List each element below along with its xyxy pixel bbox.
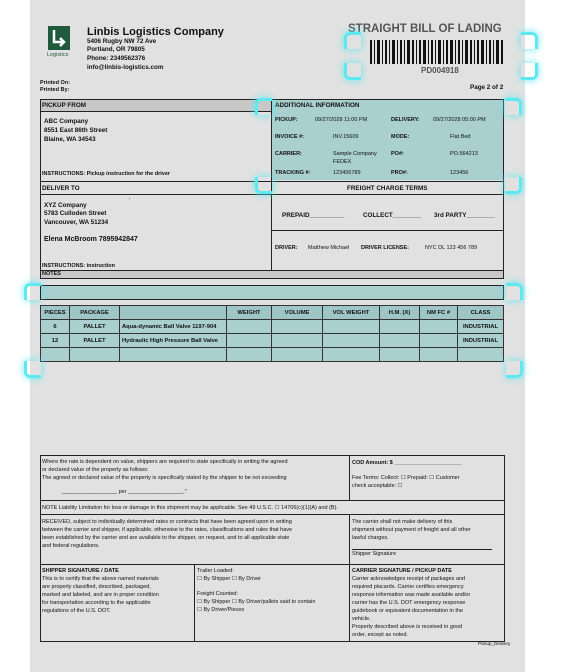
driver-value: Matthew Michael xyxy=(308,245,350,251)
pro-value: 123456 xyxy=(450,170,469,176)
cell-package: PALLET xyxy=(70,334,120,348)
cell-vol-weight xyxy=(323,320,380,334)
deliver-name: XYZ Company xyxy=(44,202,87,209)
carrier-value-2: FEDEX xyxy=(333,159,352,165)
focus-bracket xyxy=(24,361,41,378)
col-pieces: PIECES xyxy=(41,306,70,320)
shipper-sig-text-2: are properly classified, described, packaged, xyxy=(42,584,151,590)
shipper-signature-label[interactable]: Shipper Signature xyxy=(352,551,397,557)
barcode xyxy=(370,40,504,64)
printed-on: Printed On: xyxy=(40,80,70,86)
cell-description: Hydraulic High Pressure Ball Valve xyxy=(120,334,227,348)
freight-option-2[interactable]: ☐ By Driver/Pieces xyxy=(197,607,245,613)
third-party-field[interactable]: 3rd PARTY________ xyxy=(434,212,495,219)
col-hm: H.M. (X) xyxy=(380,306,420,320)
items-table xyxy=(40,305,504,362)
freight-counted: Freight Counted: xyxy=(197,591,238,597)
mode-label: MODE: xyxy=(391,134,410,140)
deliver-city: Vancouver, WA 51234 xyxy=(44,219,109,226)
value-text-2: or declared value of the property as follows: xyxy=(42,467,149,473)
col-package: PACKAGE xyxy=(70,306,120,320)
received-4: and federal regulations. xyxy=(42,543,100,549)
cell-nmfc xyxy=(420,320,458,334)
focus-bracket xyxy=(521,63,538,80)
cell-vol-weight xyxy=(323,334,380,348)
driver-label: DRIVER: xyxy=(275,245,298,251)
focus-bracket xyxy=(506,361,523,378)
cell-weight xyxy=(227,320,272,334)
notes-label: NOTES xyxy=(42,271,61,277)
carrier-label: CARRIER: xyxy=(275,151,302,157)
fee-terms-2[interactable]: check acceptable: ☐ xyxy=(352,483,403,489)
pickup-label: PICKUP: xyxy=(275,117,298,123)
po-value: PO.564213 xyxy=(450,151,478,157)
cell-class: INDUSTRIAL xyxy=(458,320,504,334)
cell-weight xyxy=(227,348,272,362)
carrier-sig-text-1: Carrier acknowledges receipt of packages and xyxy=(352,576,466,582)
carrier-sig-header: CARRIER SIGNATURE / PICKUP DATE xyxy=(352,568,452,574)
carrier-sig-text-3: response information was made available and/or xyxy=(352,592,471,598)
no-deliver-1: The carrier shall not make delivery of this xyxy=(352,519,453,525)
cell-nmfc xyxy=(420,348,458,362)
col-weight: WEIGHT xyxy=(227,306,272,320)
additional-info-panel xyxy=(272,100,503,180)
cell-description: Aqua-dynamic Ball Valve 1197-904 xyxy=(120,320,227,334)
focus-bracket xyxy=(24,283,41,300)
focus-bracket xyxy=(344,32,361,49)
col-volume: VOLUME xyxy=(272,306,323,320)
company-name: Linbis Logistics Company xyxy=(87,26,224,38)
cell-vol-weight xyxy=(323,348,380,362)
pro-label: PRO#: xyxy=(391,170,408,176)
pickup-name: ABC Company xyxy=(44,118,89,125)
cell-volume xyxy=(272,334,323,348)
cell-pieces: 6 xyxy=(41,320,70,334)
page-number: Page 2 of 2 xyxy=(470,84,504,91)
pickup-street: 8551 East 86th Street xyxy=(44,127,108,134)
deliver-mark: ' xyxy=(129,198,131,204)
no-deliver-3: lawful charges. xyxy=(352,535,389,541)
pickup-from-title: PICKUP FROM xyxy=(42,102,86,109)
col-description xyxy=(120,306,227,320)
trailer-options[interactable]: ☐ By Shipper ☐ By Driver xyxy=(197,576,261,582)
focus-bracket xyxy=(521,32,538,49)
focus-bracket xyxy=(506,283,523,300)
carrier-sig-text-8: order, except as noted. xyxy=(352,632,408,638)
cell-volume xyxy=(272,320,323,334)
delivery-value: 09/27/2028 05:00 PM xyxy=(433,117,486,123)
delivery-label: DELIVERY: xyxy=(391,117,420,123)
doc-title: STRAIGHT BILL OF LADING xyxy=(348,23,502,35)
doc-number: PD004918 xyxy=(421,66,459,75)
notes-bar xyxy=(40,270,504,279)
col-nmfc: NM FC # xyxy=(420,306,458,320)
company-address2: Portland, OR 79805 xyxy=(87,46,145,53)
fee-terms-1[interactable]: Fee Terms: Collect: ☐ Prepaid: ☐ Customer xyxy=(352,475,460,481)
cell-pieces: 12 xyxy=(41,334,70,348)
value-line: __________________ per __________________." xyxy=(62,489,187,495)
focus-bracket xyxy=(255,177,272,194)
value-text-3: The agreed or declared value of the property is specifically stated by the shipper to be not exceeding xyxy=(42,475,287,481)
focus-bracket xyxy=(505,98,522,115)
deliver-instructions: INSTRUCTIONS: instruction xyxy=(42,263,116,269)
col-class: CLASS xyxy=(458,306,504,320)
carrier-value: Sample Company xyxy=(333,151,377,157)
pickup-instructions: INSTRUCTIONS: Pickup instruction for the driver xyxy=(42,171,171,177)
company-phone: Phone: 2349562376 xyxy=(87,55,146,62)
carrier-sig-text-7: Property described above is received in good xyxy=(352,624,463,630)
shipper-sig-text-4: for transportation according to the applicable xyxy=(42,600,151,606)
cod-amount[interactable]: COD Amount: $ ______________________ xyxy=(352,460,462,466)
deliver-street: 5783 Culloden Street xyxy=(44,210,107,217)
license-label: DRIVER LICENSE: xyxy=(361,245,409,251)
cell-description xyxy=(120,348,227,362)
deliver-contact: Elena McBroom 7895942847 xyxy=(44,236,138,243)
cell-hm xyxy=(380,348,420,362)
cell-hm xyxy=(380,320,420,334)
cell-hm xyxy=(380,334,420,348)
carrier-sig-text-2: required placards. Carrier certifies emergency xyxy=(352,584,464,590)
company-address1: 5406 Rugby NW 72 Ave xyxy=(87,38,157,45)
shipper-sig-text-1: This is to certify that the above named materials xyxy=(42,576,159,582)
notes-input[interactable] xyxy=(40,285,504,300)
table-row xyxy=(41,348,504,362)
cell-class: INDUSTRIAL xyxy=(458,334,504,348)
license-value: NYC DL 123 456 789 xyxy=(425,245,478,251)
table-row xyxy=(41,334,504,348)
cell-weight xyxy=(227,334,272,348)
company-email: info@linbis-logistics.com xyxy=(87,64,164,71)
footer-label: Pickup_Delivery xyxy=(478,641,511,646)
tracking-value: 123456789 xyxy=(333,170,361,176)
value-text-1: Where the rate is dependent on value, shippers are required to state specifically in writing the agreed xyxy=(42,459,288,465)
pickup-city: Blaine, WA 34543 xyxy=(44,136,96,143)
trailer-loaded: Trailer Loaded: xyxy=(197,568,234,574)
shipper-sig-text-5: regulations of the U.S. DOT. xyxy=(42,608,111,614)
deliver-to-header: DELIVER TO xyxy=(42,185,80,192)
cell-package xyxy=(70,348,120,362)
carrier-sig-text-5: guidebook or equivalent documentation in the xyxy=(352,608,463,614)
cell-class xyxy=(458,348,504,362)
additional-info-header: ADDITIONAL INFORMATION xyxy=(275,102,360,109)
no-deliver-2: shipment without payment of freight and all other xyxy=(352,527,471,533)
cell-nmfc xyxy=(420,334,458,348)
focus-bracket xyxy=(505,177,522,194)
cell-volume xyxy=(272,348,323,362)
cell-package: PALLET xyxy=(70,320,120,334)
invoice-label: INVOICE #: xyxy=(275,134,305,140)
collect-field[interactable]: COLLECT________ xyxy=(363,212,421,219)
tracking-label: TRACKING #: xyxy=(275,170,311,176)
po-label: PO#: xyxy=(391,151,404,157)
carrier-sig-text-6: vehicle. xyxy=(352,616,371,622)
pickup-value: 09/27/2028 11:00 PM xyxy=(315,117,368,123)
shipper-sig-header: SHIPPER SIGNATURE / DATE xyxy=(42,568,119,574)
mode-value: Flat Bed xyxy=(450,134,471,140)
invoice-value: INV.15609 xyxy=(333,134,359,140)
received-2: between the carrier and shipper, if applicable, otherwise to the rates, classifications and rules that have xyxy=(42,527,293,533)
carrier-sig-text-4: carrier has the U.S. DOT emergency response xyxy=(352,600,466,606)
table-row xyxy=(41,320,504,334)
items-header-row xyxy=(41,306,504,320)
printed-by: Printed By: xyxy=(40,87,70,93)
focus-bracket xyxy=(344,63,361,80)
received-1: RECEIVED, subject to individually determined rates or contracts that have been agreed upon in writing xyxy=(42,519,292,525)
focus-bracket xyxy=(255,98,272,115)
cell-pieces xyxy=(41,348,70,362)
freight-terms-header: FREIGHT CHARGE TERMS xyxy=(347,185,428,192)
col-vol-weight: VOL WEIGHT xyxy=(323,306,380,320)
logo-text: Logistics xyxy=(47,52,69,58)
prepaid-field[interactable]: PREPAID__________ xyxy=(282,212,345,219)
received-3: been established by the carrier and are available to the shipper, on request, and to all applicable state xyxy=(42,535,290,541)
logo-icon xyxy=(48,26,70,50)
liability-note: NOTE Liability Limitation for loss or damage in this shipment may be applicable. See 49 U.S.C. ☐ 14706(c)(1)(A) and (B). xyxy=(42,505,338,511)
shipper-sig-text-3: marked and labeled, and are in proper condition xyxy=(42,592,159,598)
freight-option-1[interactable]: ☐ By Shipper ☐ By Driver/pallets said to contain xyxy=(197,599,316,605)
